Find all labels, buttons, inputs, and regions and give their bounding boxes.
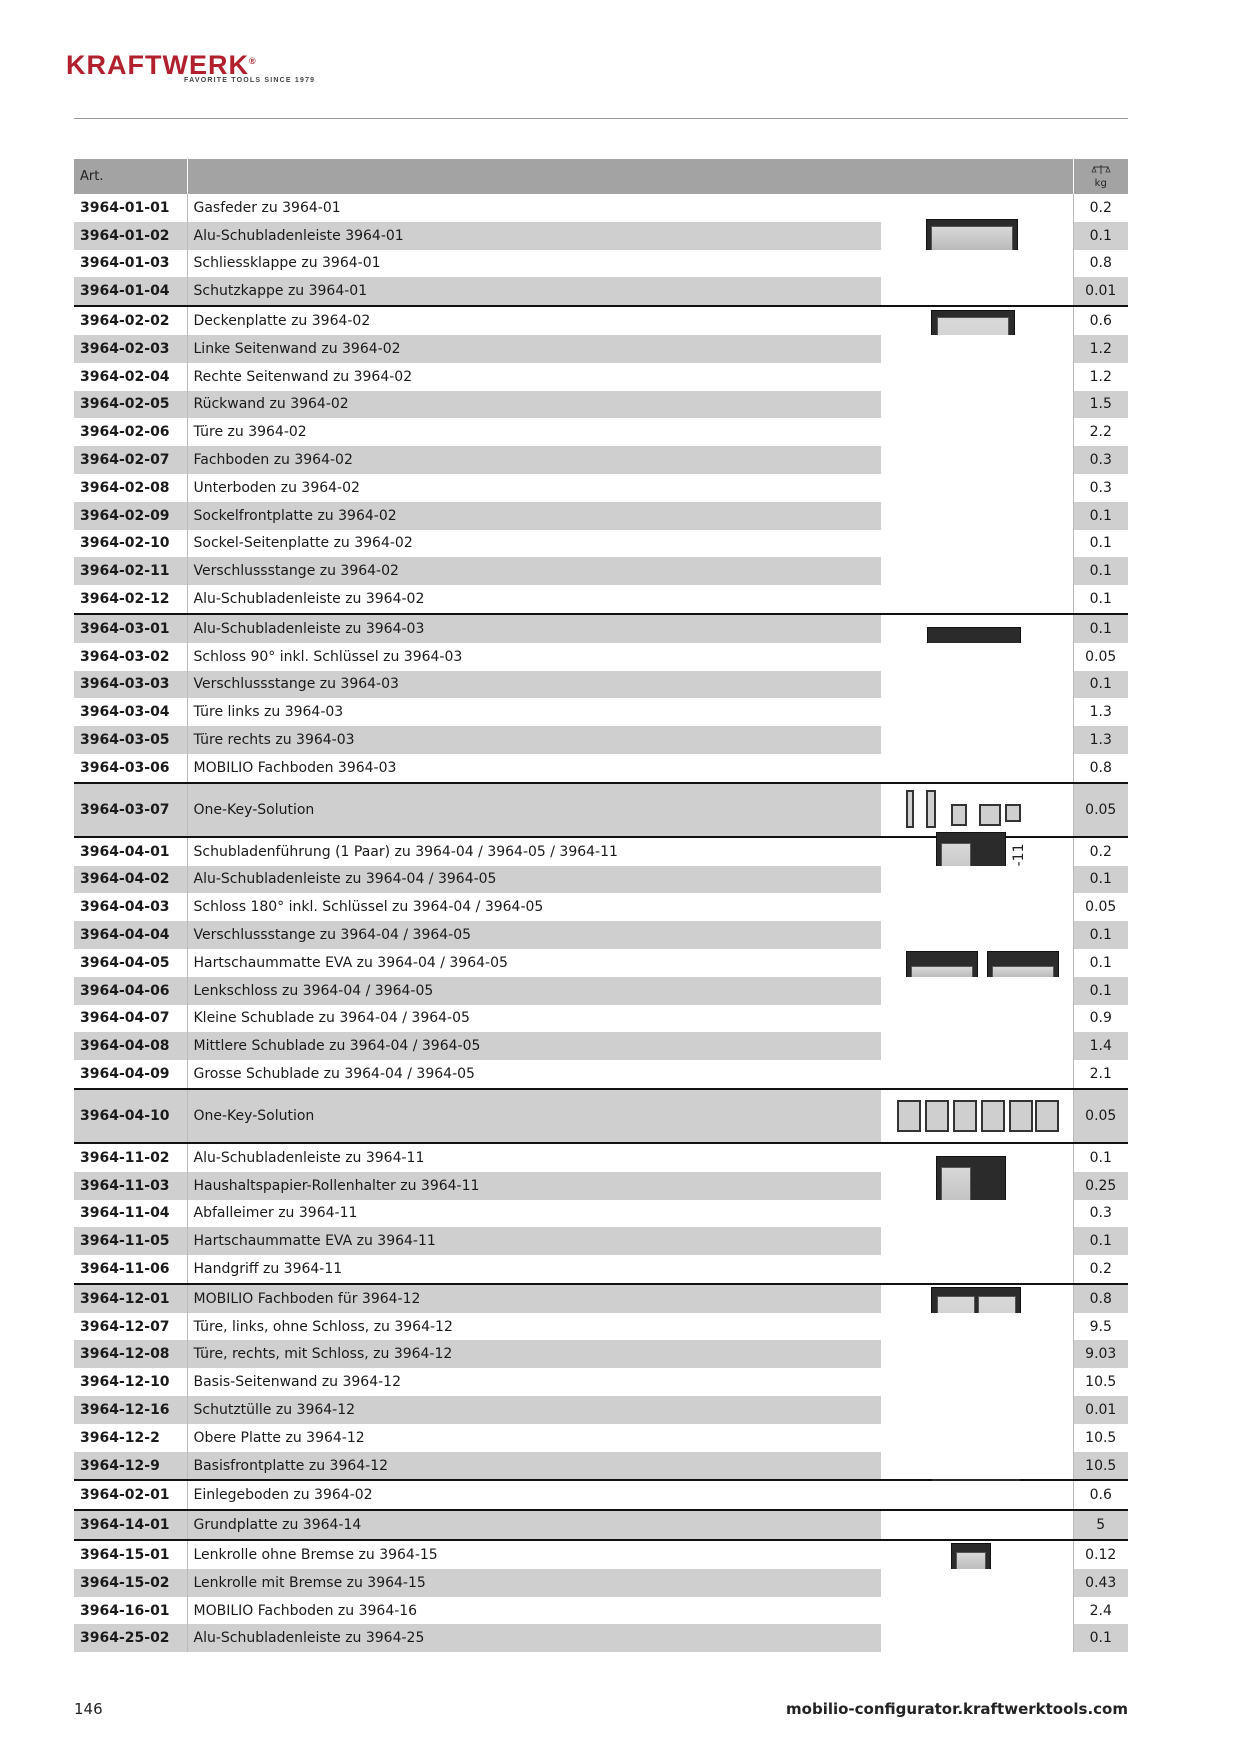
part-description: Türe, rechts, mit Schloss, zu 3964-12 [187,1340,881,1368]
part-weight: 0.43 [1073,1569,1128,1597]
product-image-cell [881,250,1073,278]
one-key-part-image [1005,804,1021,822]
part-number: 3964-04-08 [74,1032,187,1060]
table-row [74,893,1128,921]
table-row [74,1424,1128,1452]
table-row [74,1540,1128,1569]
table-row [74,446,1128,474]
product-image-cell [881,977,1073,1005]
part-weight: 0.05 [1073,643,1128,671]
part-number: 3964-04-06 [74,977,187,1005]
part-number: 3964-03-07 [74,783,187,837]
part-weight: 0.1 [1073,1227,1128,1255]
part-weight: 0.3 [1073,446,1128,474]
product-image-cell [881,530,1073,558]
part-number: 3964-25-02 [74,1624,187,1652]
part-weight: 0.1 [1073,557,1128,585]
part-number: 3964-11-06 [80,1260,170,1277]
part-number: 3964-11-05 [74,1227,187,1255]
product-image-cell [881,557,1073,585]
part-description: Unterboden zu 3964-02 [187,474,881,502]
product-image-cell [881,866,1073,894]
part-description: Basis-Seitenwand zu 3964-12 [187,1368,881,1396]
part-description: MOBILIO Fachboden 3964-03 [187,754,881,783]
table-row [74,1313,1128,1341]
part-weight: 10.5 [1073,1424,1128,1452]
one-key-drawer-image [1009,1100,1033,1132]
table-row [74,250,1128,278]
part-number: 3964-03-02 [80,648,170,665]
table-row [74,1227,1128,1255]
part-number: 3964-01-03 [80,255,170,272]
part-description: Fachboden zu 3964-02 [187,446,881,474]
part-weight: 0.1 [1073,1624,1128,1652]
part-description: Rückwand zu 3964-02 [187,391,881,419]
part-description: Lenkschloss zu 3964-04 / 3964-05 [187,977,881,1005]
brand-tagline: FAVORITE TOOLS SINCE 1979 [184,77,316,84]
table-row [74,643,1128,671]
table-row [74,614,1128,643]
part-weight: 0.01 [1073,1396,1128,1424]
product-image-cell [881,1255,1073,1284]
part-description: Mittlere Schublade zu 3964-04 / 3964-05 [187,1032,881,1060]
table-row [74,1396,1128,1424]
header-divider [74,118,1128,119]
part-number: 3964-01-04 [74,277,187,306]
product-image-cell [881,474,1073,502]
part-description: Abfalleimer zu 3964-11 [187,1200,881,1228]
part-description: Grosse Schublade zu 3964-04 / 3964-05 [187,1060,881,1089]
part-description: Hartschaummatte EVA zu 3964-04 / 3964-05 [187,949,881,977]
part-weight: 0.2 [1073,1255,1128,1284]
part-weight: 10.5 [1073,1452,1128,1481]
table-row [74,557,1128,585]
one-key-drawer-image [981,1100,1005,1132]
part-weight: 0.1 [1073,671,1128,699]
table-row [74,1284,1128,1313]
part-description: Obere Platte zu 3964-12 [187,1424,881,1452]
one-key-part-image [906,790,914,828]
part-weight: 1.3 [1073,698,1128,726]
part-number: 3964-12-2 [80,1429,160,1446]
part-description: Lenkrolle ohne Bremse zu 3964-15 [187,1540,881,1569]
product-image-cell [881,446,1073,474]
part-weight: 0.12 [1073,1540,1128,1569]
part-description: Schutzkappe zu 3964-01 [187,277,881,306]
part-weight: 0.1 [1073,866,1128,894]
part-weight: 10.5 [1073,1368,1128,1396]
product-image-cell [881,698,1073,726]
part-description: Linke Seitenwand zu 3964-02 [187,335,881,363]
table-row [74,1340,1128,1368]
spare-parts-table [74,159,1128,1652]
part-weight: 2.4 [1073,1597,1128,1625]
table-row [74,783,1128,837]
part-weight: 2.2 [1073,418,1128,446]
one-key-part-image [979,804,1001,826]
footer-page-number: 146 [74,1700,103,1718]
part-weight: 0.05 [1073,1089,1128,1143]
brand-name: KRAFTWERK® [66,50,257,80]
part-description: Türe, links, ohne Schloss, zu 3964-12 [187,1313,881,1341]
column-header-weight [1073,159,1128,194]
product-image-cell [881,1368,1073,1396]
table-row [74,418,1128,446]
table-row [74,277,1128,306]
product-image-cell [881,391,1073,419]
part-number: 3964-15-02 [74,1569,187,1597]
column-header-image [881,159,1073,194]
table-row [74,1368,1128,1396]
part-description: Alu-Schubladenleiste zu 3964-04 / 3964-05 [187,866,881,894]
part-number: 3964-01-02 [74,222,187,250]
part-description: Kleine Schublade zu 3964-04 / 3964-05 [187,1005,881,1033]
part-number: 3964-02-02 [74,306,187,335]
table-row [74,698,1128,726]
part-number: 3964-04-02 [74,866,187,894]
table-row [74,726,1128,754]
part-description: Schutztülle zu 3964-12 [187,1396,881,1424]
part-weight: 0.3 [1073,1200,1128,1228]
part-number: 3964-02-01 [74,1480,187,1510]
part-number: 3964-02-07 [74,446,187,474]
product-image-cell [881,949,1073,977]
product-image-cell [881,671,1073,699]
part-number: 3964-02-11 [74,557,187,585]
brand-logo [66,48,326,88]
part-description: Haushaltspapier-Rollenhalter zu 3964-11 [187,1172,881,1200]
product-image-cell [881,585,1073,614]
part-weight: 9.5 [1073,1313,1128,1341]
product-image-cell [881,1227,1073,1255]
table-row [74,866,1128,894]
product-image-cell [881,277,1073,306]
part-weight: 0.25 [1073,1172,1128,1200]
table-row [74,1569,1128,1597]
part-description: Basisfrontplatte zu 3964-12 [187,1452,881,1481]
part-weight: 0.9 [1073,1005,1128,1033]
part-description: Alu-Schubladenleiste 3964-01 [187,222,881,250]
part-description: Sockel-Seitenplatte zu 3964-02 [187,530,881,558]
product-image-cell [881,1313,1073,1341]
table-row [74,1255,1128,1284]
table-row [74,335,1128,363]
product-image-cell [881,921,1073,949]
part-weight: 0.1 [1073,585,1128,614]
part-weight: 0.1 [1073,614,1128,643]
table-row [74,921,1128,949]
part-description: One-Key-Solution [187,783,881,837]
part-number: 3964-04-10 [74,1089,187,1143]
one-key-drawer-image [1035,1100,1059,1132]
table-row [74,1200,1128,1228]
product-image-cell [881,1060,1073,1089]
product-image-cell [881,783,1073,837]
part-description: Sockelfrontplatte zu 3964-02 [187,502,881,530]
table-row [74,474,1128,502]
product-image-cell [881,502,1073,530]
one-key-part-image [951,804,967,826]
part-description: One-Key-Solution [187,1089,881,1143]
part-number: 3964-12-07 [80,1318,170,1335]
part-weight: 2.1 [1073,1060,1128,1089]
part-description: Alu-Schubladenleiste zu 3964-03 [187,614,881,643]
product-image-cell [881,1480,1073,1510]
part-number: 3964-02-08 [80,479,170,496]
product-image-cell [881,222,1073,250]
table-row [74,1172,1128,1200]
part-description: Schloss 90° inkl. Schlüssel zu 3964-03 [187,643,881,671]
product-image-cell [881,726,1073,754]
part-number: 3964-03-04 [80,704,170,721]
part-weight: 0.1 [1073,222,1128,250]
part-description: Lenkrolle mit Bremse zu 3964-15 [187,1569,881,1597]
product-image-cell [881,643,1073,671]
product-image-cell [881,614,1073,643]
product-image-cell [881,1172,1073,1200]
product-image-cell [881,335,1073,363]
part-weight: 0.1 [1073,502,1128,530]
part-weight: 0.1 [1073,1143,1128,1172]
part-description: MOBILIO Fachboden zu 3964-16 [187,1597,881,1625]
table-row [74,1624,1128,1652]
table-header-row [74,159,1128,194]
part-weight: 0.01 [1073,277,1128,306]
part-description: Schubladenführung (1 Paar) zu 3964-04 / 3964-05 / 3964-11 [187,837,881,866]
product-image-cell [881,1452,1073,1481]
part-number: 3964-04-01 [74,837,187,866]
part-weight: 0.05 [1073,783,1128,837]
product-image-cell [881,1424,1073,1452]
part-number: 3964-02-04 [80,368,170,385]
part-description: Alu-Schubladenleiste zu 3964-11 [187,1143,881,1172]
part-number: 3964-04-05 [80,954,170,971]
table-row [74,1032,1128,1060]
part-number: 3964-11-03 [74,1172,187,1200]
part-description: Rechte Seitenwand zu 3964-02 [187,363,881,391]
table-row [74,949,1128,977]
part-weight: 9.03 [1073,1340,1128,1368]
table-row [74,1089,1128,1143]
product-image-cell [881,1089,1073,1143]
table-row [74,977,1128,1005]
part-number: 3964-12-08 [74,1340,187,1368]
part-description: Verschlussstange zu 3964-04 / 3964-05 [187,921,881,949]
table-row [74,222,1128,250]
column-header-description [187,159,881,194]
part-description: Alu-Schubladenleiste zu 3964-25 [187,1624,881,1652]
product-image-cell [881,418,1073,446]
part-number: 3964-03-05 [74,726,187,754]
part-number: 3964-14-01 [74,1510,187,1540]
product-image-cell [881,1200,1073,1228]
part-weight: 0.1 [1073,921,1128,949]
part-weight: 0.8 [1073,754,1128,783]
part-number: 3964-02-05 [74,391,187,419]
part-weight: 1.3 [1073,726,1128,754]
table-row [74,1510,1128,1540]
product-image-cell [881,837,1073,866]
product-image-cell [881,1540,1073,1569]
part-description: Gasfeder zu 3964-01 [187,194,881,222]
part-description: Hartschaummatte EVA zu 3964-11 [187,1227,881,1255]
one-key-drawer-image [925,1100,949,1132]
part-weight: 1.4 [1073,1032,1128,1060]
part-number: 3964-02-03 [74,335,187,363]
part-description: Grundplatte zu 3964-14 [187,1510,881,1540]
part-description: Alu-Schubladenleiste zu 3964-02 [187,585,881,614]
part-number: 3964-12-16 [74,1396,187,1424]
product-image-cell [881,1624,1073,1652]
part-number: 3964-02-09 [74,502,187,530]
part-weight: 1.2 [1073,363,1128,391]
product-image-cell [881,1005,1073,1033]
part-number: 3964-04-04 [74,921,187,949]
table-row [74,502,1128,530]
part-weight: 0.1 [1073,530,1128,558]
part-weight: 0.05 [1073,893,1128,921]
column-header-art: Art. [74,159,187,194]
product-image-cell [881,1597,1073,1625]
table-row [74,585,1128,614]
table-row [74,1452,1128,1481]
table-row [74,1005,1128,1033]
product-image-cell [881,754,1073,783]
table-row [74,306,1128,335]
part-weight: 0.8 [1073,1284,1128,1313]
part-number: 3964-12-10 [80,1374,170,1391]
part-description: Deckenplatte zu 3964-02 [187,306,881,335]
part-number: 3964-04-03 [80,899,170,916]
product-image-cell [881,893,1073,921]
part-weight: 5 [1073,1510,1128,1540]
table-row [74,1597,1128,1625]
table-row [74,1060,1128,1089]
part-description: Schloss 180° inkl. Schlüssel zu 3964-04 / 3964-05 [187,893,881,921]
part-number: 3964-02-12 [80,591,170,608]
table-row [74,837,1128,866]
part-number: 3964-02-06 [80,424,170,441]
product-image-cell [881,1340,1073,1368]
part-weight: 0.8 [1073,250,1128,278]
part-number: 3964-12-01 [74,1284,187,1313]
part-number: 3964-03-03 [74,671,187,699]
part-description: Verschlussstange zu 3964-02 [187,557,881,585]
one-key-drawer-image [953,1100,977,1132]
part-weight: 1.2 [1073,335,1128,363]
scale-icon [1092,165,1110,175]
weight-unit: kg [1094,177,1107,189]
table-row [74,194,1128,222]
part-weight: 0.6 [1073,1480,1128,1510]
footer-url: mobilio-configurator.kraftwerktools.com [786,1700,1128,1718]
part-number: 3964-04-07 [80,1010,170,1027]
part-number: 3964-11-02 [74,1143,187,1172]
part-description: Verschlussstange zu 3964-03 [187,671,881,699]
part-number: 3964-04-09 [80,1066,170,1082]
part-description: Türe zu 3964-02 [187,418,881,446]
part-description: MOBILIO Fachboden für 3964-12 [187,1284,881,1313]
product-image-cell [881,306,1073,335]
part-description: Handgriff zu 3964-11 [187,1255,881,1284]
one-key-drawer-image [897,1100,921,1132]
product-image-cell [881,194,1073,222]
one-key-part-image [926,790,936,828]
part-weight: 0.2 [1073,837,1128,866]
part-number: 3964-03-01 [74,614,187,643]
product-image-cell [881,1396,1073,1424]
part-description: Türe links zu 3964-03 [187,698,881,726]
product-image-cell [881,1284,1073,1313]
part-weight: 0.1 [1073,977,1128,1005]
part-weight: 0.1 [1073,949,1128,977]
product-image-cell [881,1510,1073,1540]
table-row [74,391,1128,419]
part-number: 3964-15-01 [74,1540,187,1569]
part-description: Türe rechts zu 3964-03 [187,726,881,754]
part-weight: 0.2 [1073,194,1128,222]
product-image-cell [881,1569,1073,1597]
part-number: 3964-11-04 [80,1205,170,1222]
product-image-cell [881,1032,1073,1060]
table-row [74,530,1128,558]
part-number: 3964-01-01 [80,199,170,216]
part-description: Einlegeboden zu 3964-02 [187,1480,881,1510]
part-number: 3964-02-10 [80,535,170,552]
part-number: 3964-12-9 [74,1452,187,1481]
part-weight: 0.3 [1073,474,1128,502]
part-description: Schliessklappe zu 3964-01 [187,250,881,278]
table-row [74,671,1128,699]
table-row [74,363,1128,391]
part-weight: 1.5 [1073,391,1128,419]
table-row [74,754,1128,783]
part-number: 3964-03-06 [80,759,170,776]
product-image-cell [881,363,1073,391]
part-weight: 0.6 [1073,306,1128,335]
table-row [74,1480,1128,1510]
part-number: 3964-16-01 [80,1602,170,1619]
